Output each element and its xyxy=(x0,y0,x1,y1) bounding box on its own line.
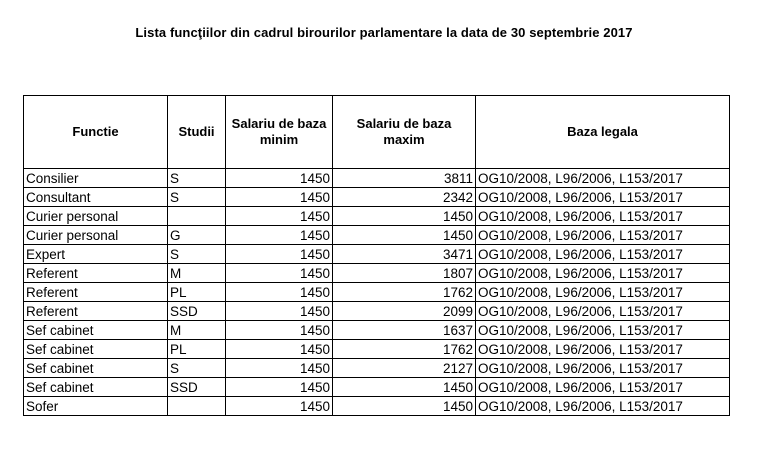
cell-functie: Consultant xyxy=(24,188,168,207)
cell-salariu-maxim: 1762 xyxy=(333,340,476,359)
cell-salariu-minim: 1450 xyxy=(226,264,333,283)
cell-salariu-minim: 1450 xyxy=(226,397,333,416)
cell-studii xyxy=(168,207,226,226)
cell-salariu-minim: 1450 xyxy=(226,169,333,188)
header-salariu-minim: Salariu de baza minim xyxy=(226,96,333,169)
cell-studii: S xyxy=(168,188,226,207)
cell-functie: Curier personal xyxy=(24,226,168,245)
cell-studii: PL xyxy=(168,340,226,359)
header-studii: Studii xyxy=(168,96,226,169)
cell-baza-legala: OG10/2008, L96/2006, L153/2017 xyxy=(476,321,730,340)
cell-functie: Referent xyxy=(24,264,168,283)
salary-table xyxy=(23,95,730,416)
cell-salariu-minim: 1450 xyxy=(226,188,333,207)
cell-salariu-maxim: 2127 xyxy=(333,359,476,378)
cell-salariu-maxim: 1762 xyxy=(333,283,476,302)
cell-salariu-minim: 1450 xyxy=(226,302,333,321)
header-salariu-maxim: Salariu de baza maxim xyxy=(333,96,476,169)
cell-salariu-maxim: 1450 xyxy=(333,207,476,226)
table-row xyxy=(24,245,730,264)
cell-salariu-minim: 1450 xyxy=(226,226,333,245)
cell-baza-legala: OG10/2008, L96/2006, L153/2017 xyxy=(476,188,730,207)
cell-baza-legala: OG10/2008, L96/2006, L153/2017 xyxy=(476,283,730,302)
table-row xyxy=(24,169,730,188)
cell-salariu-minim: 1450 xyxy=(226,207,333,226)
cell-baza-legala: OG10/2008, L96/2006, L153/2017 xyxy=(476,340,730,359)
cell-salariu-maxim: 1450 xyxy=(333,397,476,416)
cell-baza-legala: OG10/2008, L96/2006, L153/2017 xyxy=(476,302,730,321)
cell-studii: SSD xyxy=(168,302,226,321)
cell-salariu-maxim: 1637 xyxy=(333,321,476,340)
header-baza-legala: Baza legala xyxy=(476,96,730,169)
cell-salariu-maxim: 3811 xyxy=(333,169,476,188)
cell-salariu-maxim: 1450 xyxy=(333,378,476,397)
cell-baza-legala: OG10/2008, L96/2006, L153/2017 xyxy=(476,397,730,416)
cell-studii: S xyxy=(168,169,226,188)
table-row xyxy=(24,397,730,416)
cell-baza-legala: OG10/2008, L96/2006, L153/2017 xyxy=(476,207,730,226)
cell-studii: M xyxy=(168,321,226,340)
cell-salariu-minim: 1450 xyxy=(226,340,333,359)
header-functie: Functie xyxy=(24,96,168,169)
cell-functie: Sofer xyxy=(24,397,168,416)
cell-baza-legala: OG10/2008, L96/2006, L153/2017 xyxy=(476,169,730,188)
table-row xyxy=(24,207,730,226)
table-row xyxy=(24,321,730,340)
table-row xyxy=(24,302,730,321)
document-title: Lista funcţiilor din cadrul birourilor parlamentare la data de 30 septembrie 2017 xyxy=(135,25,633,40)
table-row xyxy=(24,359,730,378)
cell-salariu-maxim: 2342 xyxy=(333,188,476,207)
cell-baza-legala: OG10/2008, L96/2006, L153/2017 xyxy=(476,264,730,283)
table-row xyxy=(24,378,730,397)
cell-studii xyxy=(168,397,226,416)
cell-studii: S xyxy=(168,245,226,264)
cell-baza-legala: OG10/2008, L96/2006, L153/2017 xyxy=(476,226,730,245)
cell-salariu-maxim: 1807 xyxy=(333,264,476,283)
cell-functie: Sef cabinet xyxy=(24,321,168,340)
table-row xyxy=(24,264,730,283)
cell-functie: Sef cabinet xyxy=(24,340,168,359)
cell-salariu-minim: 1450 xyxy=(226,378,333,397)
cell-baza-legala: OG10/2008, L96/2006, L153/2017 xyxy=(476,359,730,378)
cell-studii: S xyxy=(168,359,226,378)
table-header-row xyxy=(24,96,730,169)
cell-functie: Referent xyxy=(24,302,168,321)
table-row xyxy=(24,226,730,245)
cell-studii: PL xyxy=(168,283,226,302)
cell-salariu-minim: 1450 xyxy=(226,283,333,302)
cell-salariu-minim: 1450 xyxy=(226,245,333,264)
cell-salariu-maxim: 1450 xyxy=(333,226,476,245)
cell-baza-legala: OG10/2008, L96/2006, L153/2017 xyxy=(476,378,730,397)
cell-functie: Curier personal xyxy=(24,207,168,226)
cell-functie: Sef cabinet xyxy=(24,359,168,378)
cell-salariu-minim: 1450 xyxy=(226,321,333,340)
cell-functie: Consilier xyxy=(24,169,168,188)
cell-studii: G xyxy=(168,226,226,245)
cell-salariu-minim: 1450 xyxy=(226,359,333,378)
cell-baza-legala: OG10/2008, L96/2006, L153/2017 xyxy=(476,245,730,264)
table-row xyxy=(24,283,730,302)
cell-functie: Sef cabinet xyxy=(24,378,168,397)
cell-studii: M xyxy=(168,264,226,283)
table-row xyxy=(24,340,730,359)
cell-salariu-maxim: 2099 xyxy=(333,302,476,321)
table-row xyxy=(24,188,730,207)
cell-salariu-maxim: 3471 xyxy=(333,245,476,264)
cell-studii: SSD xyxy=(168,378,226,397)
cell-functie: Expert xyxy=(24,245,168,264)
cell-functie: Referent xyxy=(24,283,168,302)
